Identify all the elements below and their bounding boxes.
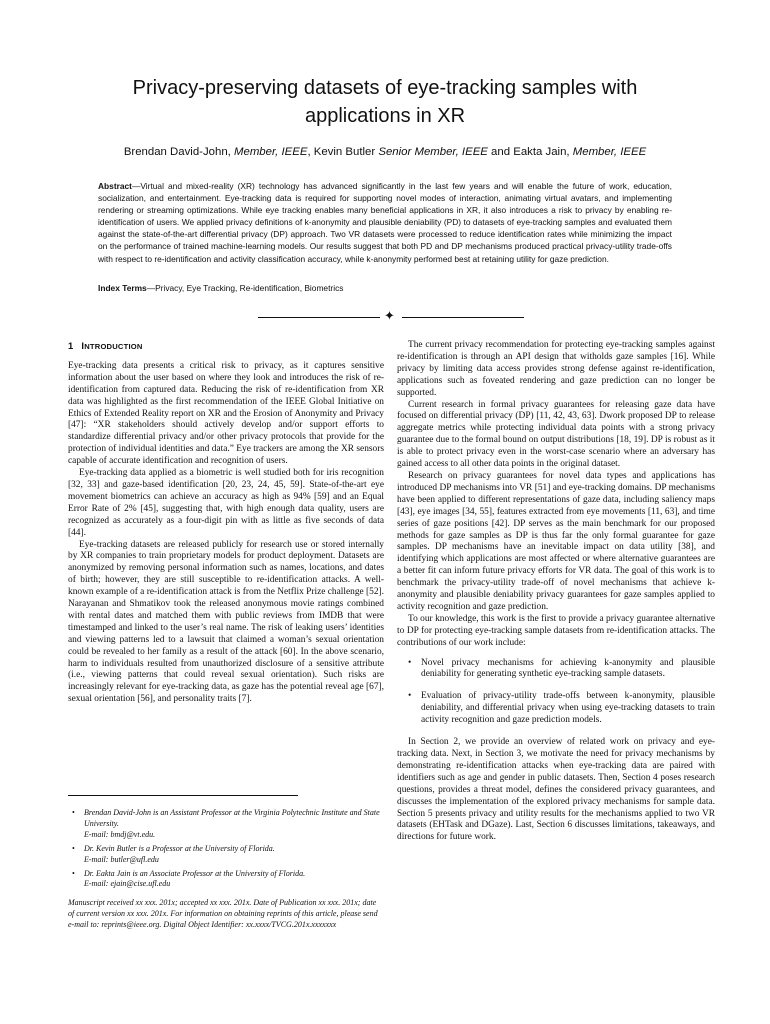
index-terms-label: Index Terms xyxy=(98,283,147,293)
footnotes xyxy=(68,808,384,931)
footnote-rule xyxy=(68,795,298,796)
divider-diamond-icon: ✦ xyxy=(384,309,395,324)
list-item: • Novel privacy mechanisms for achieving k-anonymity and plausible deniability for generating synthetic eye-tracking sample datasets. xyxy=(397,658,715,682)
author-2-role: Senior Member, IEEE xyxy=(378,146,488,158)
footnote-item xyxy=(68,869,384,891)
paragraph: To our knowledge, this work is the first to provide a privacy guarantee alternative to DP for protecting eye-tracking sample datasets from re-identification attacks. The contributions of our work include: xyxy=(397,613,715,648)
paragraph: Eye-tracking data presents a critical risk to privacy, as it captures sensitive information about the user based on where they look and introduces the risk of re-identification from captured data. Reducing the risk of re-identification from XR data was highlighted as the first recommendation of the IEEE Global Initiative on Ethics of Extended Reality report on XR and the Erosion of Anonymity and Privacy [47]: “XR stakeholders should actively develop and/or support efforts to standardize differential privacy and/or other privacy protocols that provide for the protection of individual identities and data.” Eye trackers are among the XR sensors capable of accurate identification and recognition of users. xyxy=(68,360,384,467)
contributions-list xyxy=(397,658,715,728)
manuscript-info: Manuscript received xx xxx. 201x; accepted xx xxx. 201x. Date of Publication xx xxx. 201x; date of current version xx xxx. 201x. For information on obtaining reprints of this article, please send e-mail to: reprints@ieee.org. Digital Object Identifier: xx.xxxx/TVCG.201x.xxxxxxx xyxy=(68,898,378,930)
abstract-label: Abstract xyxy=(98,181,132,191)
title-line-2: applications in XR xyxy=(304,105,466,127)
paper-title xyxy=(60,74,710,130)
footnote-email: E-mail: bmdj@vt.edu. xyxy=(84,829,156,839)
divider-line-left xyxy=(258,317,380,318)
author-1-name: Brendan David-John, xyxy=(123,146,234,158)
author-3-role: Member, IEEE xyxy=(572,146,647,158)
paragraph: Research on privacy guarantees for novel data types and applications has introduced DP mechanisms into VR [51] and eye-tracking domains. DP mechanisms have been applied to different representations of gaze data, including saliency maps [43], eye images [34, 55], features extracted from eye movements [11, 63], and time series of gaze positions [42]. DP serves as the main benchmark for our proposed methods for gaze samples as DP is thus far the only formal guarantee for gaze samples. DP mechanisms have an inevitable impact on data utility [38], and identifying which applications are most affected or where alternative guarantees are a better fit can inform future privacy efforts for VR data. The goal of this work is to benchmark the privacy-utility trade-off of novel mechanisms that achieve k-anonymity and plausible deniability privacy guarantees for gaze samples applied to activity recognition and gaze prediction. xyxy=(397,470,715,612)
paragraph: In Section 2, we provide an overview of related work on privacy and eye-tracking data. Next, in Section 3, we motivate the need for privacy mechanisms by demonstrating re-identification attacks when eye-tracking data are paired with identifiers such as age and gender in public datasets. Then, Section 4 poses research questions, provides a threat model, defines the considered privacy guarantees, and discusses the implementation of the explored privacy mechanisms for sample data. Section 5 presents privacy and utility results for the mechanisms applied to two VR datasets (EHTask and DGaze). Last, Section 6 discusses limitations, takeaways, and directions for future work. xyxy=(397,737,715,843)
title-line-1: Privacy-preserving datasets of eye-tracking samples with xyxy=(132,77,638,99)
section-number: 1 xyxy=(68,340,74,351)
paragraph: The current privacy recommendation for protecting eye-tracking samples against re-identification is through an API design that witholds gaze samples [16]. While privacy by limiting data access provides strong defense against re-identification, applications such as foveated rendering and gaze prediction can no longer be supported. xyxy=(397,340,715,398)
footnote-item xyxy=(68,808,384,841)
footnote-email: E-mail: ejain@cise.ufl.edu xyxy=(84,879,171,889)
paragraph: Eye-tracking datasets are released publicly for research use or stored internally by XR companies to train proprietary models for product deployment. Datasets are anonymized by removing personal information such as names, locations, and dates of birth; however, they are still susceptible to re-identification attacks. A well-known example of a re-identification attack is from the Netflix Prize challenge [52]. Narayanan and Shmatikov took the released anonymous movie ratings combined with rental dates and matched them with public reviews from IMDB that were timestamped and linked to the user’s real name. The risk of leaking users’ identities and viewing patterns led to a lawsuit that claimed a woman’s sexual orientation could be revealed to her family as a result of the attack [60]. In the above scenario, harm to individuals resulted from unauthorized disclosure of a sensitive attribute (i.e., viewing patterns that could reveal sexual orientation). Such risks are increasingly relevant for eye-tracking data, as gaze has the potential reveal age [67], sexual orientation [56], and personality traits [7]. xyxy=(68,539,384,705)
footnote-affiliation: Dr. Eakta Jain is an Associate Professor at the University of Florida. xyxy=(84,868,306,878)
index-terms-text: —Privacy, Eye Tracking, Re-identification, Biometrics xyxy=(146,283,344,293)
index-terms xyxy=(98,283,672,293)
author-2-name: , Kevin Butler xyxy=(307,146,379,158)
footnote-item xyxy=(68,844,384,866)
column-right xyxy=(397,340,715,844)
section-heading-introduction xyxy=(68,340,384,353)
footnote-affiliation: Brendan David-John is an Assistant Professor at the Virginia Polytechnic Institute and State University. xyxy=(84,808,380,828)
abstract xyxy=(98,180,672,265)
column-left xyxy=(68,340,384,706)
abstract-text: —Virtual and mixed-reality (XR) technology has advanced significantly in the last few years and will enable the future of work, education, socialization, and entertainment. Eye-tracking data is required for supporting novel modes of interaction, animating virtual avatars, and implementing rendering or streaming optimizations. While eye tracking enables many beneficial applications in XR, it also introduces a risk to privacy by enabling re-identification of users. We applied privacy definitions of k-anonymity and plausible deniability (PD) to datasets of eye-tracking samples and evaluated them against the state-of-the-art differential privacy (DP) approach. Two VR datasets were processed to reduce identification rates while minimizing the impact on the performance of trained machine-learning models. Our results suggest that both PD and DP mechanisms produced practical privacy-utility trade-offs with respect to re-identification and activity classification accuracy, while k-anonymity performed best at retaining utility for gaze prediction. xyxy=(98,181,672,264)
author-3-name: and Eakta Jain, xyxy=(487,146,573,158)
section-title-rest: NTRODUCTION xyxy=(84,342,143,351)
footnote-email: E-mail: butler@ufl.edu xyxy=(84,854,159,864)
section-divider xyxy=(258,311,524,323)
footnote-affiliation: Dr. Kevin Butler is a Professor at the University of Florida. xyxy=(84,843,275,853)
author-list xyxy=(40,146,730,158)
author-1-role: Member, IEEE xyxy=(234,146,308,158)
list-item: • Evaluation of privacy-utility trade-offs between k-anonymity, plausible deniability, and differential privacy when using eye-tracking datasets to train activity recognition and gaze prediction models. xyxy=(397,691,715,727)
divider-line-right xyxy=(402,317,524,318)
paragraph: Current research in formal privacy guarantees for releasing gaze data have focused on differential privacy (DP) [11, 42, 43, 63]. Dwork proposed DP to release aggregate metrics while protecting individual data points with a strong privacy guarantee due to the formal bound on output distributions [18, 19]. DP is robust as it is able to protect privacy even in the worst-case scenario where an adversary has gained access to all other data points in the original dataset. xyxy=(397,399,715,470)
section-title-initial: I xyxy=(81,340,85,351)
paragraph: Eye-tracking data applied as a biometric is well studied both for iris recognition [32, 33] and gaze-based identification [20, 23, 24, 45, 59]. State-of-the-art eye movement biometrics can achieve an accuracy as high as 94% [59] and an Equal Error Rate of 2% [45], suggesting that, with high enough data quality, users are recognized as accurately as a four-digit pin with as little as five seconds of data [44]. xyxy=(68,468,384,538)
